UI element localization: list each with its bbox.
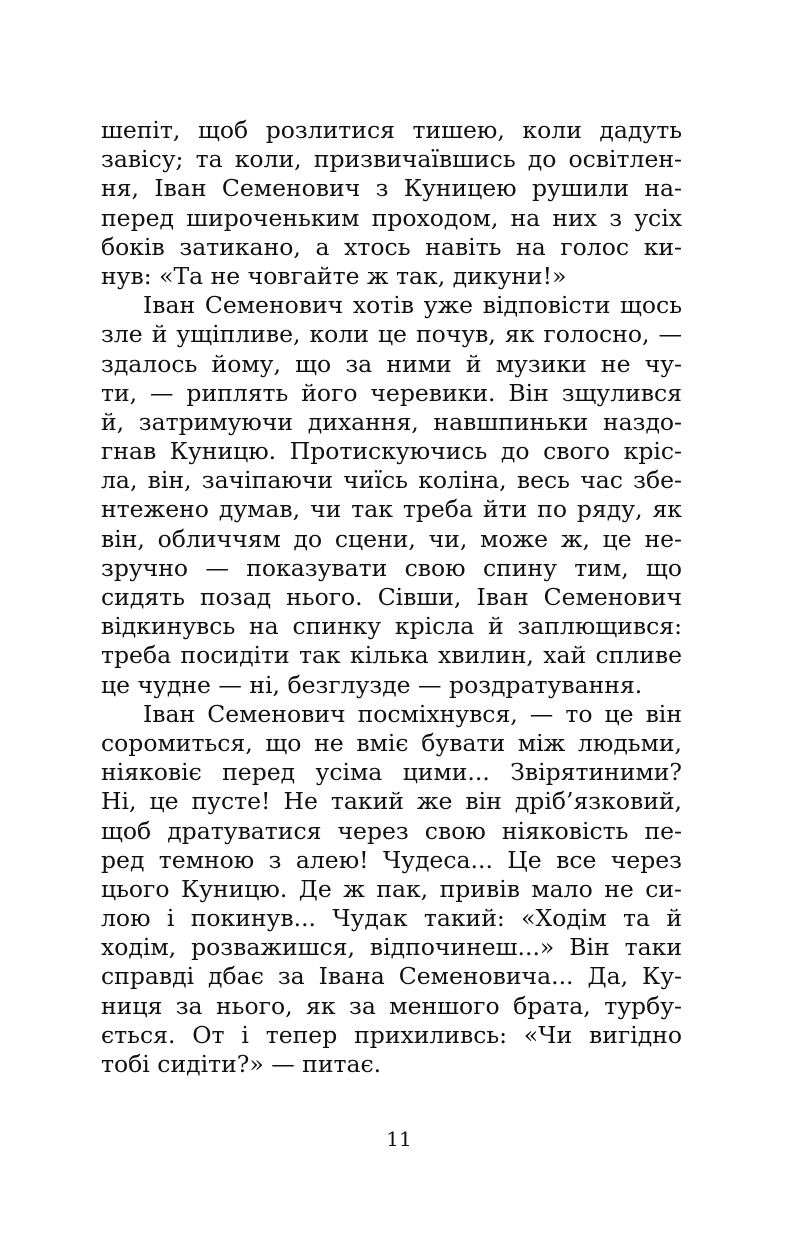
text-line: тобі сидіти?» — питає. [101, 1050, 382, 1078]
text-line: гнав Куницю. Протискуючись до свого кріс- [101, 437, 682, 466]
text-line: ніяковіє перед усіма цими... Звірятиними? [101, 758, 682, 787]
text-line: перед широченьким проходом, на них з усіх [101, 203, 682, 232]
text-line: він, обличчям до сцени, чи, може ж, це не- [101, 524, 682, 553]
text-line: боків затикано, а хтось навіть на голос ки- [101, 232, 682, 261]
text-line: Ні, це пусте! Не такий же він дріб’язковий, [101, 787, 682, 816]
text-line: цього Куницю. Де ж пак, привів мало не си- [101, 874, 682, 903]
text-line: ла, він, зачіпаючи чиїсь коліна, весь час збе- [101, 466, 682, 495]
text-line: соромиться, що не вміє бувати між людьми, [101, 728, 682, 757]
text-line: зле й ущіпливе, коли це почув, як голосно, — [101, 320, 682, 349]
text-line: нув: «Та не човгайте ж так, дикуни!» [101, 261, 567, 290]
text-line: це чудне — ні, безглузде — роздратування. [101, 670, 643, 699]
text-line: ня, Іван Семенович з Куницею рушили на- [101, 174, 682, 203]
text-line: ти, — риплять його черевики. Він зщулився [101, 378, 682, 407]
text-line: нтежено думав, чи так треба йти по ряду, як [101, 495, 682, 524]
text-line: сидять позад нього. Сівши, Іван Семенович [101, 583, 682, 611]
text-line: шепіт, щоб розлитися тишею, коли дадуть [101, 116, 682, 144]
text-line: завісу; та коли, призвичаївшись до освітлен- [101, 145, 682, 174]
text-line: здалось йому, що за ними й музики не чу- [101, 349, 682, 378]
text-line: ред темною з алею! Чудеса... Це все через [101, 845, 682, 874]
body-text [101, 116, 682, 1079]
text-line: ниця за нього, як за меншого брата, турбу- [101, 991, 682, 1020]
text-line: щоб дратуватися через свою ніяковість пе- [101, 816, 682, 845]
text-line: Іван Семенович хотів уже відповісти щось [143, 291, 682, 320]
text-line: справді дбає за Івана Семеновича... Да, Ку- [101, 962, 682, 991]
text-line: ється. От і тепер прихиливсь: «Чи вигідно [101, 1020, 682, 1049]
text-line: треба посидіти так кілька хвилин, хай спливе [101, 641, 682, 670]
text-line: ходім, розважишся, відпочинеш...» Він таки [101, 933, 682, 962]
text-line: лою і покинув... Чудак такий: «Ходім та й [101, 904, 682, 933]
text-line: Іван Семенович посміхнувся, — то це він [143, 699, 682, 728]
text-line: й, затримуючи дихання, навшпиньки наздо- [101, 407, 682, 436]
page-number: 11 [386, 1127, 412, 1151]
text-line: відкинувсь на спинку крісла й заплющився: [101, 612, 682, 641]
text-line: зручно — показувати свою спину тим, що [101, 553, 682, 582]
